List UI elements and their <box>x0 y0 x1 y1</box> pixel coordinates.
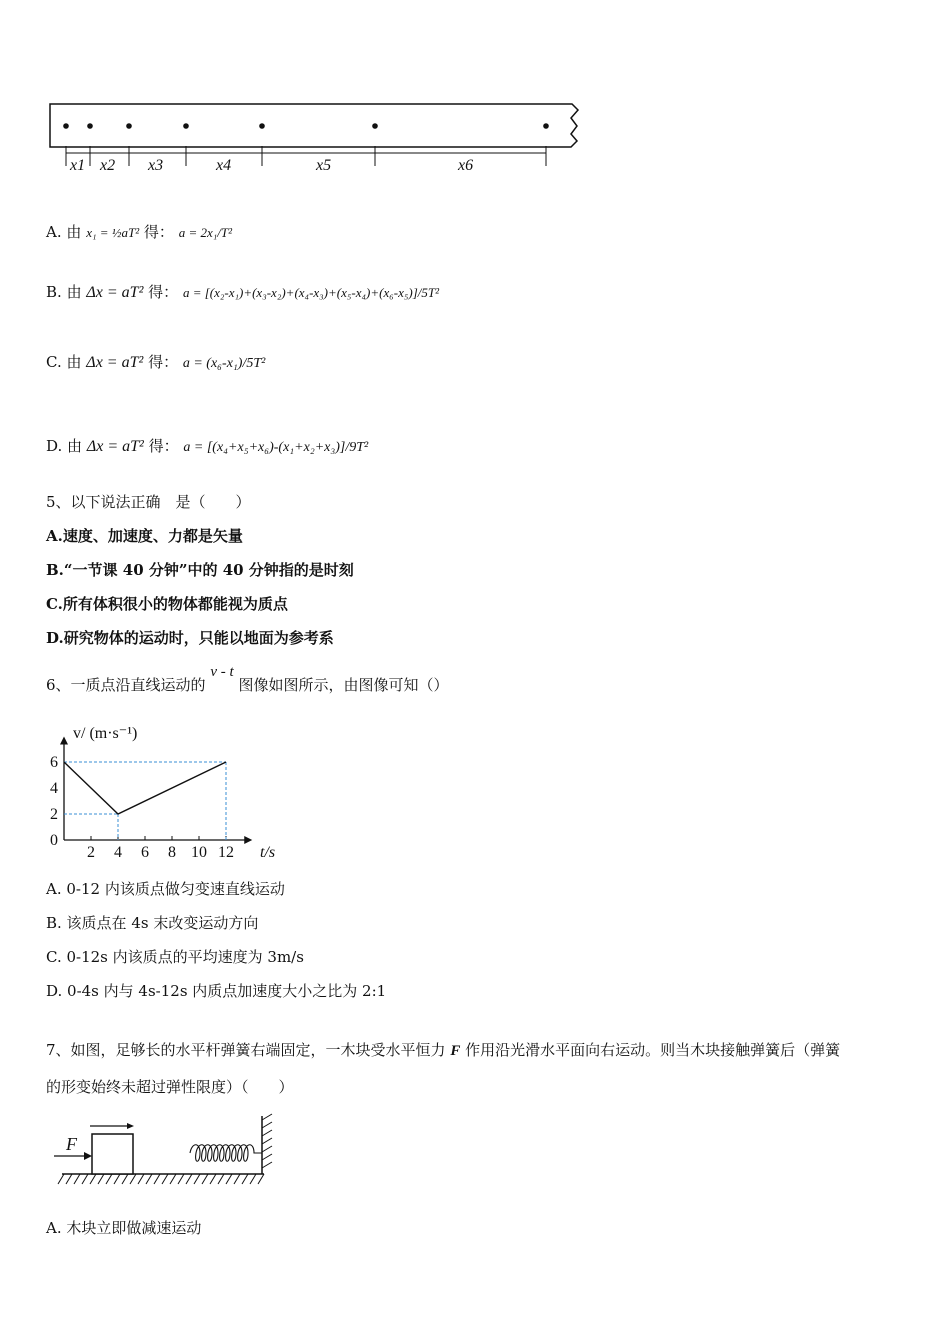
x-tick-label: 4 <box>114 844 122 861</box>
q4-option-a: A. 由 x₁ = ½aT² 得： a = 2x₁/T² <box>46 223 233 241</box>
q4-option-c: C. 由 Δx = aT² 得： a = (x₆-x₁)/5T² <box>46 353 266 371</box>
chart-xlabel: t/s <box>260 844 276 861</box>
spring-coil <box>190 1145 262 1162</box>
tape-dots <box>63 123 549 129</box>
y-tick-label: 0 <box>50 832 58 849</box>
tape-label: x1 <box>70 157 86 174</box>
q6-option-a: A. 0-12 内该质点做匀变速直线运动 <box>46 880 285 898</box>
y-tick-label: 2 <box>50 806 58 823</box>
x-axis-arrow <box>244 836 252 844</box>
chart-ylabel: v/ (m·s⁻¹) <box>73 725 138 742</box>
q7-stem-line1: 7、如图，足够长的水平杆弹簧右端固定，一木块受水平恒力 F 作用沿光滑水平面向右运动。则当木块接触弹簧后（弹簧 <box>46 1041 841 1059</box>
spring-block-figure <box>50 1112 285 1192</box>
y-tick-label: 6 <box>50 754 58 771</box>
x-tick-label: 12 <box>218 844 234 861</box>
tape-ticks <box>66 146 546 166</box>
q6-stem-variable: v - t <box>210 664 234 680</box>
q6-option-c: C. 0-12s 内该质点的平均速度为 3m/s <box>46 948 304 966</box>
ticker-tape-figure <box>40 96 585 181</box>
x-tick-label: 2 <box>87 844 95 861</box>
x-tick-label: 6 <box>141 844 149 861</box>
tape-label: x6 <box>458 157 474 174</box>
q7-stem-line2: 的形变始终未超过弹性限度）（ ） <box>46 1078 294 1096</box>
q5-option-b: B.“一节课 40 分钟”中的 40 分钟指的是时刻 <box>46 561 354 579</box>
q5-stem: 5、以下说法正确 是（ ） <box>46 493 251 511</box>
tape-label: x2 <box>100 157 116 174</box>
q7-option-a: A. 木块立即做减速运动 <box>46 1219 202 1237</box>
q4-option-d: D. 由 Δx = aT² 得： a = [(x₄+x₅+x₆)-(x₁+x₂+x₃)]/9T² <box>46 437 369 455</box>
y-axis-arrow <box>60 737 68 745</box>
q5-option-d: D.研究物体的运动时，只能以地面为参考系 <box>46 629 334 647</box>
wooden-block <box>92 1134 133 1174</box>
tape-label: x3 <box>148 157 164 174</box>
tape-label: x4 <box>216 157 232 174</box>
y-tick-label: 4 <box>50 780 58 797</box>
q6-option-b: B. 该质点在 4s 末改变运动方向 <box>46 914 259 932</box>
vt-chart <box>40 716 300 866</box>
vt-series-line <box>64 762 226 814</box>
x-tick-label: 8 <box>168 844 176 861</box>
tape-label: x5 <box>316 157 332 174</box>
force-label: F <box>66 1134 77 1154</box>
ground-hatching <box>58 1174 264 1184</box>
q6-option-d: D. 0-4s 内与 4s-12s 内质点加速度大小之比为 2:1 <box>46 982 387 1000</box>
q6-stem: 6、一质点沿直线运动的 v - t 图像如图所示，由图像可知（） <box>46 664 449 694</box>
wall-hatching <box>262 1114 272 1168</box>
x-tick-label: 10 <box>191 844 207 861</box>
q5-option-a: A.速度、加速度、力都是矢量 <box>46 527 243 545</box>
q4-option-b: B. 由 Δx = aT² 得： a = [(x₂-x₁)+(x₃-x₂)+(x₄-x₃)+(x₅-x₄)+(x₆-x₅)]/5T² <box>46 283 439 301</box>
q5-option-c: C.所有体积很小的物体都能视为质点 <box>46 595 288 613</box>
